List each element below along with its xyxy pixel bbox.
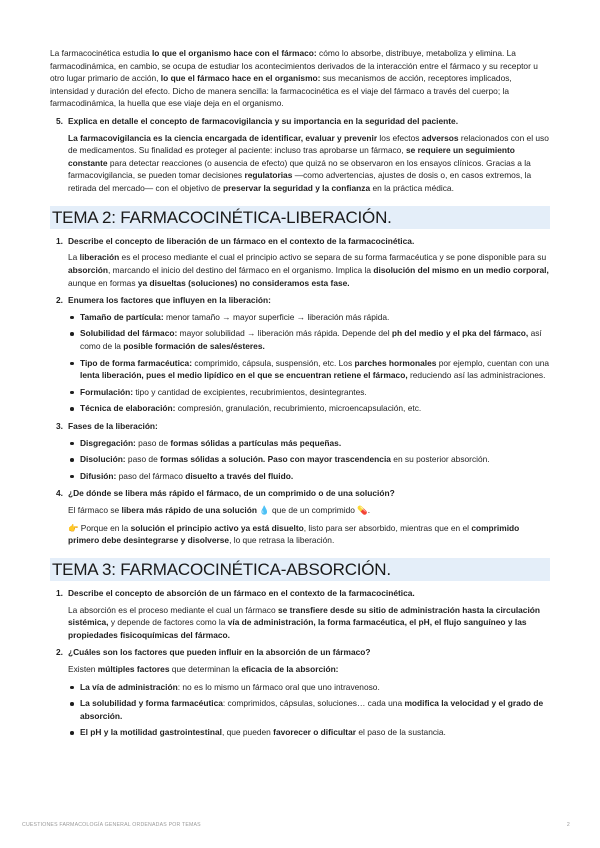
list-item xyxy=(68,697,550,722)
text-run: así como de la xyxy=(80,328,542,351)
text-run: mayor solubilidad → liberación más rápida. Depende del xyxy=(177,328,392,339)
bold-text: preservar la seguridad y la confianza xyxy=(223,183,371,194)
bold-text: se transfiere desde su sitio de administración hasta la circulación sistémica, xyxy=(68,604,541,628)
question-number: 3. xyxy=(56,421,63,432)
bold-text: ya disueltas (soluciones) no consideramos esta fase. xyxy=(137,277,350,288)
text-run: La absorción es el proceso mediante el cual un fármaco xyxy=(68,604,278,615)
list-item xyxy=(68,453,550,466)
bold-text: Formulación: xyxy=(80,386,134,397)
bold-text: Disolución: xyxy=(80,454,126,465)
document-page xyxy=(50,47,550,743)
text-run: cómo lo absorbe, distribuye, metaboliza y elimina. La farmacodinámica, en cambio, se ocupa de estudiar los acontecimientos derivados de la interacción entre el fármaco y su receptor u otro lugar primario de acción, xyxy=(50,48,538,84)
bold-text: se requiere un seguimiento constante xyxy=(68,145,515,168)
bold-text: Difusión: xyxy=(80,470,117,481)
bold-text: ph del medio y el pka del fármaco, xyxy=(391,328,529,339)
text-run: tipo y cantidad de excipientes, recubrimientos, desintegrantes. xyxy=(133,386,367,397)
answer-paragraph xyxy=(68,663,550,676)
bold-text: modifica la velocidad y el grado de absorción. xyxy=(80,698,544,721)
page-number: 2 xyxy=(566,822,570,828)
text-run: paso de xyxy=(135,437,171,448)
bold-text: solución el principio activo ya está disuelto xyxy=(130,522,304,533)
text-run: es el proceso mediante el cual el principio activo se separa de su forma farmacéutica y se pone disponible para su xyxy=(119,252,547,263)
section-heading-tema-3: TEMA 3: FARMACOCINÉTICA-ABSORCIÓN. xyxy=(50,558,550,581)
question-number: 2. xyxy=(56,295,63,306)
question-text: Enumera los factores que influyen en la liberación: xyxy=(68,295,271,306)
phase-list xyxy=(50,437,550,483)
question-text: ¿Cuáles son los factores que pueden influir en la absorción de un fármaco? xyxy=(68,647,371,658)
list-item xyxy=(68,386,550,399)
list-item xyxy=(68,437,550,450)
bold-text: disolución del mismo en un medio corporal, xyxy=(373,264,549,275)
list-item xyxy=(68,402,550,415)
text-run: , marcando el inicio del destino del fármaco en el organismo. Implica la xyxy=(108,264,374,275)
bold-text: Técnica de elaboración: xyxy=(80,403,176,414)
question-number: 2. xyxy=(56,647,63,658)
factor-list xyxy=(50,311,550,415)
text-run: y depende de factores como la xyxy=(108,617,228,628)
text-run: —como advertencias, ajustes de dosis o, en casos extremos, la retirada del mercado— con el objetivo de xyxy=(68,170,532,194)
text-run: La farmacocinética estudia xyxy=(50,48,152,58)
question-text: Fases de la liberación: xyxy=(68,421,158,432)
text-run: comprimido, cápsula, suspensión, etc. Los xyxy=(192,357,355,368)
bold-text: libera más rápido de una solución xyxy=(121,505,257,516)
question-4 xyxy=(50,487,550,500)
bold-text: Tamaño de partícula: xyxy=(80,311,164,322)
text-run: por ejemplo, cuentan con una xyxy=(436,357,550,368)
text-run: : comprimidos, cápsulas, soluciones… cada una xyxy=(222,698,405,709)
bold-text: formas sólidas a solución. Paso con mayor trascendencia xyxy=(160,454,391,465)
text-run: menor tamaño → mayor superficie → liberación más rápida. xyxy=(163,311,390,322)
bold-text: parches hormonales xyxy=(354,357,437,368)
text-run: que determinan la xyxy=(169,663,242,674)
bold-text: eficacia de la absorción: xyxy=(241,663,339,674)
text-run: relacionados con el uso de medicamentos. Su finalidad es proteger al paciente: incluso tras aprobarse un fármaco, xyxy=(68,132,549,156)
text-run: , lo que retrasa la liberación. xyxy=(229,535,335,546)
text-run: el paso de la sustancia. xyxy=(356,727,446,738)
question-2 xyxy=(50,646,550,659)
bold-text: lo que el fármaco hace en el organismo: xyxy=(160,73,321,84)
bold-text: El pH y la motilidad gastrointestinal xyxy=(80,727,222,738)
text-run: sus mecanismos de acción, receptores implicados, intensidad y duración del efecto. Dicho de manera sencilla: la farmacocinética es el viaje del fármaco a través del cuerpo; la farmacodinámica, la huella que ese viaje deja en el organismo. xyxy=(50,73,512,109)
bold-text: formas sólidas a partículas más pequeñas. xyxy=(170,437,342,448)
question-3 xyxy=(50,420,550,433)
bold-text: vía de administración, la forma farmacéutica, el pH, el flujo sanguíneo y las propiedades fisicoquímicas del fármaco. xyxy=(68,617,527,640)
text-run: La xyxy=(68,252,80,263)
list-item xyxy=(68,327,550,352)
list-item xyxy=(68,357,550,382)
question-number: 5. xyxy=(56,116,63,127)
answer-paragraph xyxy=(68,604,550,642)
question-text: Explica en detalle el concepto de farmacovigilancia y su importancia en la seguridad del paciente. xyxy=(68,116,459,127)
emoji-icon: 👉 xyxy=(68,522,79,533)
question-2 xyxy=(50,294,550,307)
question-1 xyxy=(50,587,550,600)
bold-text: lenta liberación, pues el medio lipídico en el que se encuentran retiene el fármaco, xyxy=(80,370,408,381)
text-run: que de un comprimido xyxy=(269,505,358,516)
bold-text: disuelto a través del fluido. xyxy=(185,470,294,481)
answer-paragraph xyxy=(68,132,550,195)
page-footer xyxy=(22,822,578,830)
answer-paragraph xyxy=(68,504,550,517)
list-item xyxy=(68,726,550,739)
text-run: compresión, granulación, recubrimiento, microencapsulación, etc. xyxy=(175,403,422,414)
bold-text: posible formación de sales/ésteres. xyxy=(123,340,265,351)
text-run: Existen xyxy=(68,663,98,674)
bold-text: adversos xyxy=(421,132,459,143)
bold-text: Disgregación: xyxy=(80,437,136,448)
bold-text: lo que el organismo hace con el fármaco: xyxy=(151,48,317,58)
bold-text: La vía de administración xyxy=(80,681,178,692)
bold-text: múltiples factores xyxy=(97,663,170,674)
text-run: : no es lo mismo un fármaco oral que uno intravenoso. xyxy=(177,681,380,692)
question-number: 1. xyxy=(56,587,63,598)
bold-text: La farmacovigilancia es la ciencia encargada de identificar, evaluar y prevenir xyxy=(68,132,378,143)
text-run: El fármaco se xyxy=(68,505,122,516)
text-run: , listo para ser absorbido, mientras que en el xyxy=(303,522,472,533)
bold-text: absorción xyxy=(68,264,109,275)
bold-text: liberación xyxy=(79,252,120,263)
answer-paragraph xyxy=(68,251,550,289)
bold-text: Tipo de forma farmacéutica: xyxy=(80,357,193,368)
emoji-icon: 💊 xyxy=(357,505,368,516)
question-text: ¿De dónde se libera más rápido el fármaco, de un comprimido o de una solución? xyxy=(68,488,395,499)
question-text: Describe el concepto de liberación de un fármaco en el contexto de la farmacocinética. xyxy=(68,235,415,246)
text-run: paso del fármaco xyxy=(116,470,186,481)
factor-list xyxy=(50,681,550,739)
bold-text: comprimido primero debe desintegrarse y disolverse xyxy=(68,522,520,546)
question-1 xyxy=(50,235,550,248)
text-run: en la práctica médica. xyxy=(370,183,454,194)
question-number: 4. xyxy=(56,488,63,499)
list-item xyxy=(68,311,550,324)
emoji-icon: 💧 xyxy=(256,505,270,516)
intro-paragraph xyxy=(50,47,550,110)
text-run: para detectar reacciones (o ausencia de efecto) que quizá no se observaron en los ensayos clínicos. Gracias a la farmacovigilancia, se pueden tomar decisiones xyxy=(68,157,531,181)
bold-text: favorecer o dificultar xyxy=(273,727,357,738)
section-heading-tema-2: TEMA 2: FARMACOCINÉTICA-LIBERACIÓN. xyxy=(50,206,550,229)
bold-text: Solubilidad del fármaco: xyxy=(80,328,178,339)
text-run: paso de xyxy=(125,454,161,465)
question-text: Describe el concepto de absorción de un fármaco en el contexto de la farmacocinética. xyxy=(68,587,415,598)
text-run: los efectos xyxy=(377,132,422,143)
text-run: Porque en la xyxy=(78,522,131,533)
text-run: , que pueden xyxy=(221,727,274,738)
text-run: aunque en formas xyxy=(68,277,138,288)
bold-text: La solubilidad y forma farmacéutica xyxy=(80,698,223,709)
list-item xyxy=(68,470,550,483)
text-run: en su posterior absorción. xyxy=(390,454,490,465)
text-run: . xyxy=(367,505,371,516)
bold-text: regulatorias xyxy=(244,170,293,181)
answer-paragraph xyxy=(68,522,550,547)
text-run: reduciendo así las administraciones. xyxy=(407,370,546,381)
footer-title: CUESTIONES FARMACOLOGÍA GENERAL ORDENADAS POR TEMAS xyxy=(22,822,201,828)
list-item xyxy=(68,681,550,694)
question-5 xyxy=(50,115,550,128)
question-number: 1. xyxy=(56,235,63,246)
